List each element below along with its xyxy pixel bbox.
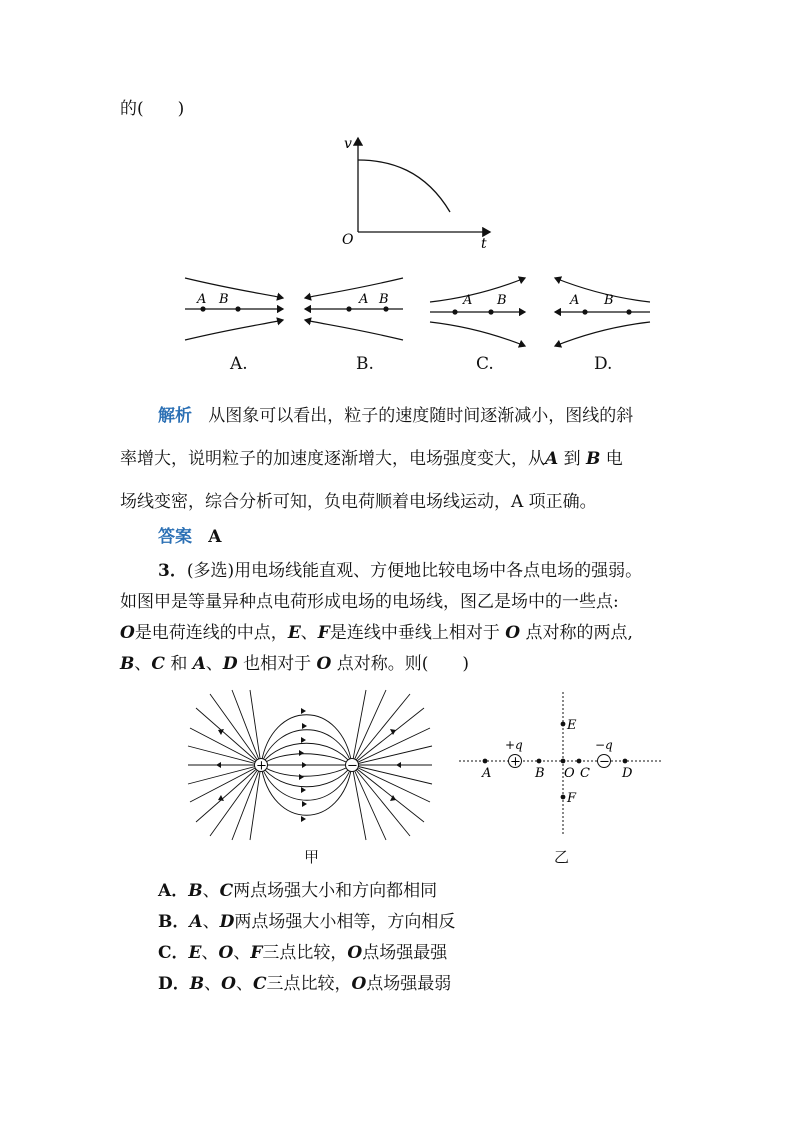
question-3-number: 3． [158, 561, 187, 581]
point-a [483, 759, 488, 764]
question-2-tail: 的( ) [120, 99, 185, 119]
analysis-text-1: 从图象可以看出，粒子的速度随时间逐渐减小，图线的斜 [208, 406, 634, 426]
point-f [561, 795, 566, 800]
option-d-diagram [555, 278, 650, 346]
question-3-line-3: O是电荷连线的中点，E、F是连线中垂线上相对于 O 点对称的两点, [120, 623, 633, 643]
velocity-curve [358, 160, 450, 212]
t-axis-label: t [481, 236, 487, 252]
point-b [537, 759, 542, 764]
svg-text:B: B [219, 292, 229, 307]
svg-text:B: B [604, 293, 614, 308]
positive-charge-label: +q [505, 738, 523, 752]
question-3-line-4: B、C 和 A、D 也相对于 O 点对称。则( ) [120, 654, 469, 674]
label-c: C [580, 766, 590, 781]
point-c [577, 759, 582, 764]
analysis-line-2: 率增大，说明粒子的加速度逐渐增大，电场强度变大，从A 到 B 电 [120, 449, 623, 469]
point-d [623, 759, 628, 764]
option-b-label: B. [356, 354, 374, 374]
label-o: O [564, 766, 575, 781]
label-f: F [567, 791, 577, 806]
point-e [561, 722, 566, 727]
velocity-time-graph [330, 130, 500, 255]
dipole-field-figure [186, 688, 434, 843]
answer-value: A [208, 527, 222, 547]
svg-text:A: A [463, 293, 473, 308]
analysis-heading: 解析 [158, 406, 192, 426]
choice-d: D．B、O、C三点比较，O点场强最弱 [158, 974, 452, 994]
label-b: B [535, 766, 545, 781]
option-b-diagram [305, 278, 403, 340]
origin-label: O [342, 232, 354, 248]
negative-charge-label: −q [595, 738, 613, 752]
label-e: E [567, 718, 577, 733]
point-o [561, 759, 566, 764]
option-c-label: C. [476, 354, 494, 374]
figure-jia-caption: 甲 [304, 848, 320, 866]
choice-b: B．A、D两点场强大小相等，方向相反 [158, 912, 456, 932]
v-axis-label: v [344, 136, 352, 152]
option-d-label: D. [594, 354, 613, 374]
svg-text:−: − [347, 758, 358, 774]
analysis-line-3: 场线变密，综合分析可知，负电荷顺着电场线运动，A 项正确。 [120, 492, 597, 512]
svg-text:+: + [510, 754, 521, 770]
svg-text:A: A [197, 292, 207, 307]
label-a: A [482, 766, 492, 781]
label-d: D [622, 766, 633, 781]
svg-text:A: A [570, 293, 580, 308]
option-a-diagram [185, 278, 283, 340]
choice-c: C．E、O、F三点比较，O点场强最强 [158, 943, 448, 963]
question-3-line-2: 如图甲是等量异种点电荷形成电场的电场线，图乙是场中的一些点: [120, 592, 619, 612]
svg-text:−: − [599, 754, 610, 770]
field-line-options [175, 270, 660, 355]
option-a-label: A. [230, 354, 248, 374]
svg-text:B: B [379, 292, 389, 307]
svg-text:B: B [497, 293, 507, 308]
figure-yi-caption: 乙 [554, 848, 570, 866]
choice-a: A．B、C两点场强大小和方向都相同 [158, 881, 438, 901]
answer-heading: 答案 [158, 527, 192, 547]
answer-line [158, 529, 221, 546]
svg-text:+: + [256, 758, 267, 774]
question-3-line-1: 3．(多选)用电场线能直观、方便地比较电场中各点电场的强弱。 [158, 561, 643, 581]
svg-text:A: A [359, 292, 369, 307]
option-c-diagram [430, 278, 525, 346]
points-figure [455, 688, 665, 838]
analysis-line-1 [158, 408, 633, 425]
